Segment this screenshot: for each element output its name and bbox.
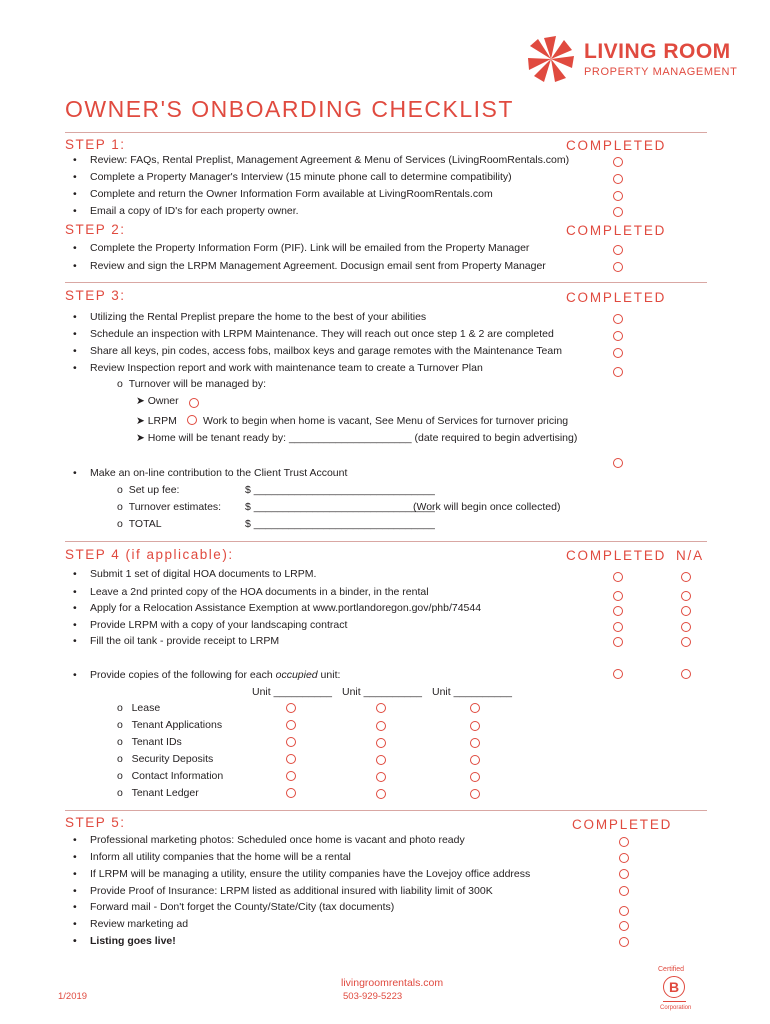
unit-checkbox[interactable] (470, 721, 480, 731)
arrow-bullet-icon: ➤ (136, 432, 148, 444)
step3-checkbox[interactable] (613, 331, 623, 341)
step3-item: • Utilizing the Rental Preplist prepare the home to the best of your abilities (73, 311, 426, 324)
unit-checkbox[interactable] (470, 755, 480, 765)
bcorp-corporation-label: Corporation (660, 1005, 692, 1011)
divider (65, 810, 707, 811)
step4-completed-checkbox[interactable] (613, 572, 623, 582)
step4-item: • Submit 1 set of digital HOA documents to LRPM. (73, 568, 316, 581)
fee-label: o Turnover estimates: (117, 501, 222, 513)
contribution-checkbox[interactable] (613, 458, 623, 468)
hollow-bullet-icon: o (117, 736, 132, 748)
divider (65, 541, 707, 542)
step5-item: • Forward mail - Don't forget the County/State/City (tax documents) (73, 901, 394, 914)
pinwheel-logo-icon (526, 34, 576, 84)
step1-item: • Complete and return the Owner Information Form available at LivingRoomRentals.com (73, 188, 493, 201)
step4-completed-checkbox[interactable] (613, 669, 623, 679)
step3-checkbox[interactable] (613, 367, 623, 377)
step4-na-checkbox[interactable] (681, 622, 691, 632)
page-title: OWNER'S ONBOARDING CHECKLIST (65, 96, 514, 122)
step4-completed-checkbox[interactable] (613, 637, 623, 647)
fee-value[interactable]: $ _______________________________ (245, 518, 435, 530)
step1-item: • Review: FAQs, Rental Preplist, Management Agreement & Menu of Services (LivingRoomRentals.com) (73, 154, 569, 167)
unit-checkbox[interactable] (376, 755, 386, 765)
step3-item: • Schedule an inspection with LRPM Maintenance. They will reach out once step 1 & 2 are completed (73, 328, 554, 341)
hollow-bullet-icon: o (117, 378, 129, 390)
ready-date-line (136, 432, 577, 445)
hollow-bullet-icon: o (117, 770, 132, 782)
doc-item: o Lease (117, 702, 161, 714)
arrow-bullet-icon: ➤ (136, 415, 148, 427)
unit-checkbox[interactable] (286, 703, 296, 713)
step3-item: • Share all keys, pin codes, access fobs, mailbox keys and garage remotes with the Maintenance Team (73, 345, 562, 358)
hollow-bullet-icon: o (117, 719, 132, 731)
turnover-label: Turnover will be managed by: (128, 378, 267, 390)
step2-completed-label: COMPLETED (566, 223, 667, 238)
owner-option (136, 395, 179, 408)
hollow-bullet-icon: o (117, 787, 132, 799)
step5-item: • Review marketing ad (73, 918, 188, 931)
owner-checkbox[interactable] (189, 398, 199, 408)
arrow-bullet-icon: ➤ (136, 395, 148, 407)
unit-column-header[interactable]: Unit __________ (252, 686, 332, 698)
bcorp-logo-icon: B (663, 976, 685, 998)
unit-checkbox[interactable] (286, 737, 296, 747)
step4-na-checkbox[interactable] (681, 572, 691, 582)
doc-item: o Tenant Applications (117, 719, 223, 731)
step4-na-checkbox[interactable] (681, 606, 691, 616)
step5-item: • Inform all utility companies that the home will be a rental (73, 851, 351, 864)
lrpm-option (136, 415, 177, 428)
unit-checkbox[interactable] (376, 772, 386, 782)
step5-checkbox[interactable] (619, 837, 629, 847)
step5-checkbox[interactable] (619, 869, 629, 879)
step2-checkbox[interactable] (613, 245, 623, 255)
step1-checkbox[interactable] (613, 157, 623, 167)
doc-item: o Tenant IDs (117, 736, 182, 748)
step3-completed-label: COMPLETED (566, 290, 667, 305)
step5-completed-label: COMPLETED (572, 817, 673, 832)
step2-item: • Review and sign the LRPM Management Agreement. Docusign email sent from Property Manager (73, 260, 546, 273)
step4-item: • Provide LRPM with a copy of your landscaping contract (73, 619, 347, 632)
step1-item: • Complete a Property Manager's Interview (15 minute phone call to determine compatibility) (73, 171, 512, 184)
step4-copies-item: • Provide copies of the following for each occupied unit: (73, 669, 340, 682)
step4-completed-checkbox[interactable] (613, 622, 623, 632)
unit-column-header[interactable]: Unit __________ (342, 686, 422, 698)
lrpm-label: LRPM (147, 415, 177, 427)
step2-checkbox[interactable] (613, 262, 623, 272)
fee-value[interactable]: $ _______________________________ (245, 501, 435, 513)
fee-label: o Set up fee: (117, 484, 180, 496)
hollow-bullet-icon: o (117, 484, 129, 496)
step4-na-label: N/A (676, 548, 704, 563)
step1-checkbox[interactable] (613, 174, 623, 184)
bcorp-certified-label: Certified (658, 966, 685, 973)
step4-item: • Leave a 2nd printed copy of the HOA documents in a binder, in the rental (73, 586, 429, 599)
step4-heading: STEP 4 (if applicable): (65, 547, 234, 562)
step3-contribution: • Make an on-line contribution to the Client Trust Account (73, 467, 347, 480)
step1-checkbox[interactable] (613, 207, 623, 217)
unit-checkbox[interactable] (376, 789, 386, 799)
step5-item-final: • Listing goes live! (73, 935, 176, 948)
lrpm-checkbox[interactable] (187, 415, 197, 425)
step1-completed-label: COMPLETED (566, 138, 667, 153)
step4-item: • Fill the oil tank - provide receipt to LRPM (73, 635, 279, 648)
fee-value[interactable]: $ _______________________________ (245, 484, 435, 496)
step5-checkbox[interactable] (619, 921, 629, 931)
step5-item: • Professional marketing photos: Scheduled once home is vacant and photo ready (73, 834, 465, 847)
doc-item: o Tenant Ledger (117, 787, 199, 799)
step4-na-checkbox[interactable] (681, 669, 691, 679)
unit-checkbox[interactable] (470, 772, 480, 782)
divider (65, 132, 707, 133)
step3-checkbox[interactable] (613, 314, 623, 324)
step4-completed-checkbox[interactable] (613, 591, 623, 601)
unit-checkbox[interactable] (286, 720, 296, 730)
hollow-bullet-icon: o (117, 753, 132, 765)
step5-checkbox[interactable] (619, 886, 629, 896)
step4-completed-label: COMPLETED (566, 548, 667, 563)
step3-checkbox[interactable] (613, 348, 623, 358)
brand-tagline: PROPERTY MANAGEMENT (584, 66, 738, 78)
unit-checkbox[interactable] (376, 721, 386, 731)
ready-date-text: Home will be tenant ready by: _____________________ (date required to begin advertising) (147, 432, 578, 444)
step5-checkbox[interactable] (619, 853, 629, 863)
step4-na-checkbox[interactable] (681, 637, 691, 647)
owner-label: Owner (147, 395, 179, 407)
fee-note: (Work will begin once collected) (413, 501, 561, 513)
step4-item: • Apply for a Relocation Assistance Exemption at www.portlandoregon.gov/phb/74544 (73, 602, 481, 615)
lrpm-note: Work to begin when home is vacant, See Menu of Services for turnover pricing (203, 415, 569, 427)
fee-label: o TOTAL (117, 518, 162, 530)
unit-column-header[interactable]: Unit __________ (432, 686, 512, 698)
step2-heading: STEP 2: (65, 222, 126, 237)
step5-item: • Provide Proof of Insurance: LRPM listed as additional insured with liability limit of 300K (73, 885, 493, 898)
step4-completed-checkbox[interactable] (613, 606, 623, 616)
step3-item: • Review Inspection report and work with maintenance team to create a Turnover Plan (73, 362, 483, 375)
unit-checkbox[interactable] (286, 788, 296, 798)
step5-heading: STEP 5: (65, 815, 126, 830)
step5-checkbox[interactable] (619, 906, 629, 916)
revision-date: 1/2019 (58, 991, 88, 1002)
step1-heading: STEP 1: (65, 137, 126, 152)
step1-item: • Email a copy of ID's for each property owner. (73, 205, 299, 218)
unit-checkbox[interactable] (376, 703, 386, 713)
unit-checkbox[interactable] (470, 703, 480, 713)
footer-website-link[interactable]: livingroomrentals.com (341, 977, 444, 989)
hollow-bullet-icon: o (117, 501, 129, 513)
divider (65, 282, 707, 283)
step4-na-checkbox[interactable] (681, 591, 691, 601)
hollow-bullet-icon: o (117, 518, 129, 530)
turnover-subitem (117, 378, 266, 391)
footer-phone: 503-929-5223 (343, 991, 403, 1002)
step2-item: • Complete the Property Information Form (PIF). Link will be emailed from the Property Manager (73, 242, 529, 255)
unit-checkbox[interactable] (286, 771, 296, 781)
step1-checkbox[interactable] (613, 191, 623, 201)
unit-checkbox[interactable] (470, 738, 480, 748)
step5-checkbox[interactable] (619, 937, 629, 947)
step3-heading: STEP 3: (65, 288, 126, 303)
doc-item: o Security Deposits (117, 753, 214, 765)
step5-item: • If LRPM will be managing a utility, ensure the utility companies have the Lovejoy office address (73, 868, 530, 881)
unit-checkbox[interactable] (286, 754, 296, 764)
bcorp-underline (663, 1001, 686, 1002)
doc-item: o Contact Information (117, 770, 224, 782)
unit-checkbox[interactable] (376, 738, 386, 748)
hollow-bullet-icon: o (117, 702, 132, 714)
unit-checkbox[interactable] (470, 789, 480, 799)
brand-name: LIVING ROOM (584, 40, 731, 63)
